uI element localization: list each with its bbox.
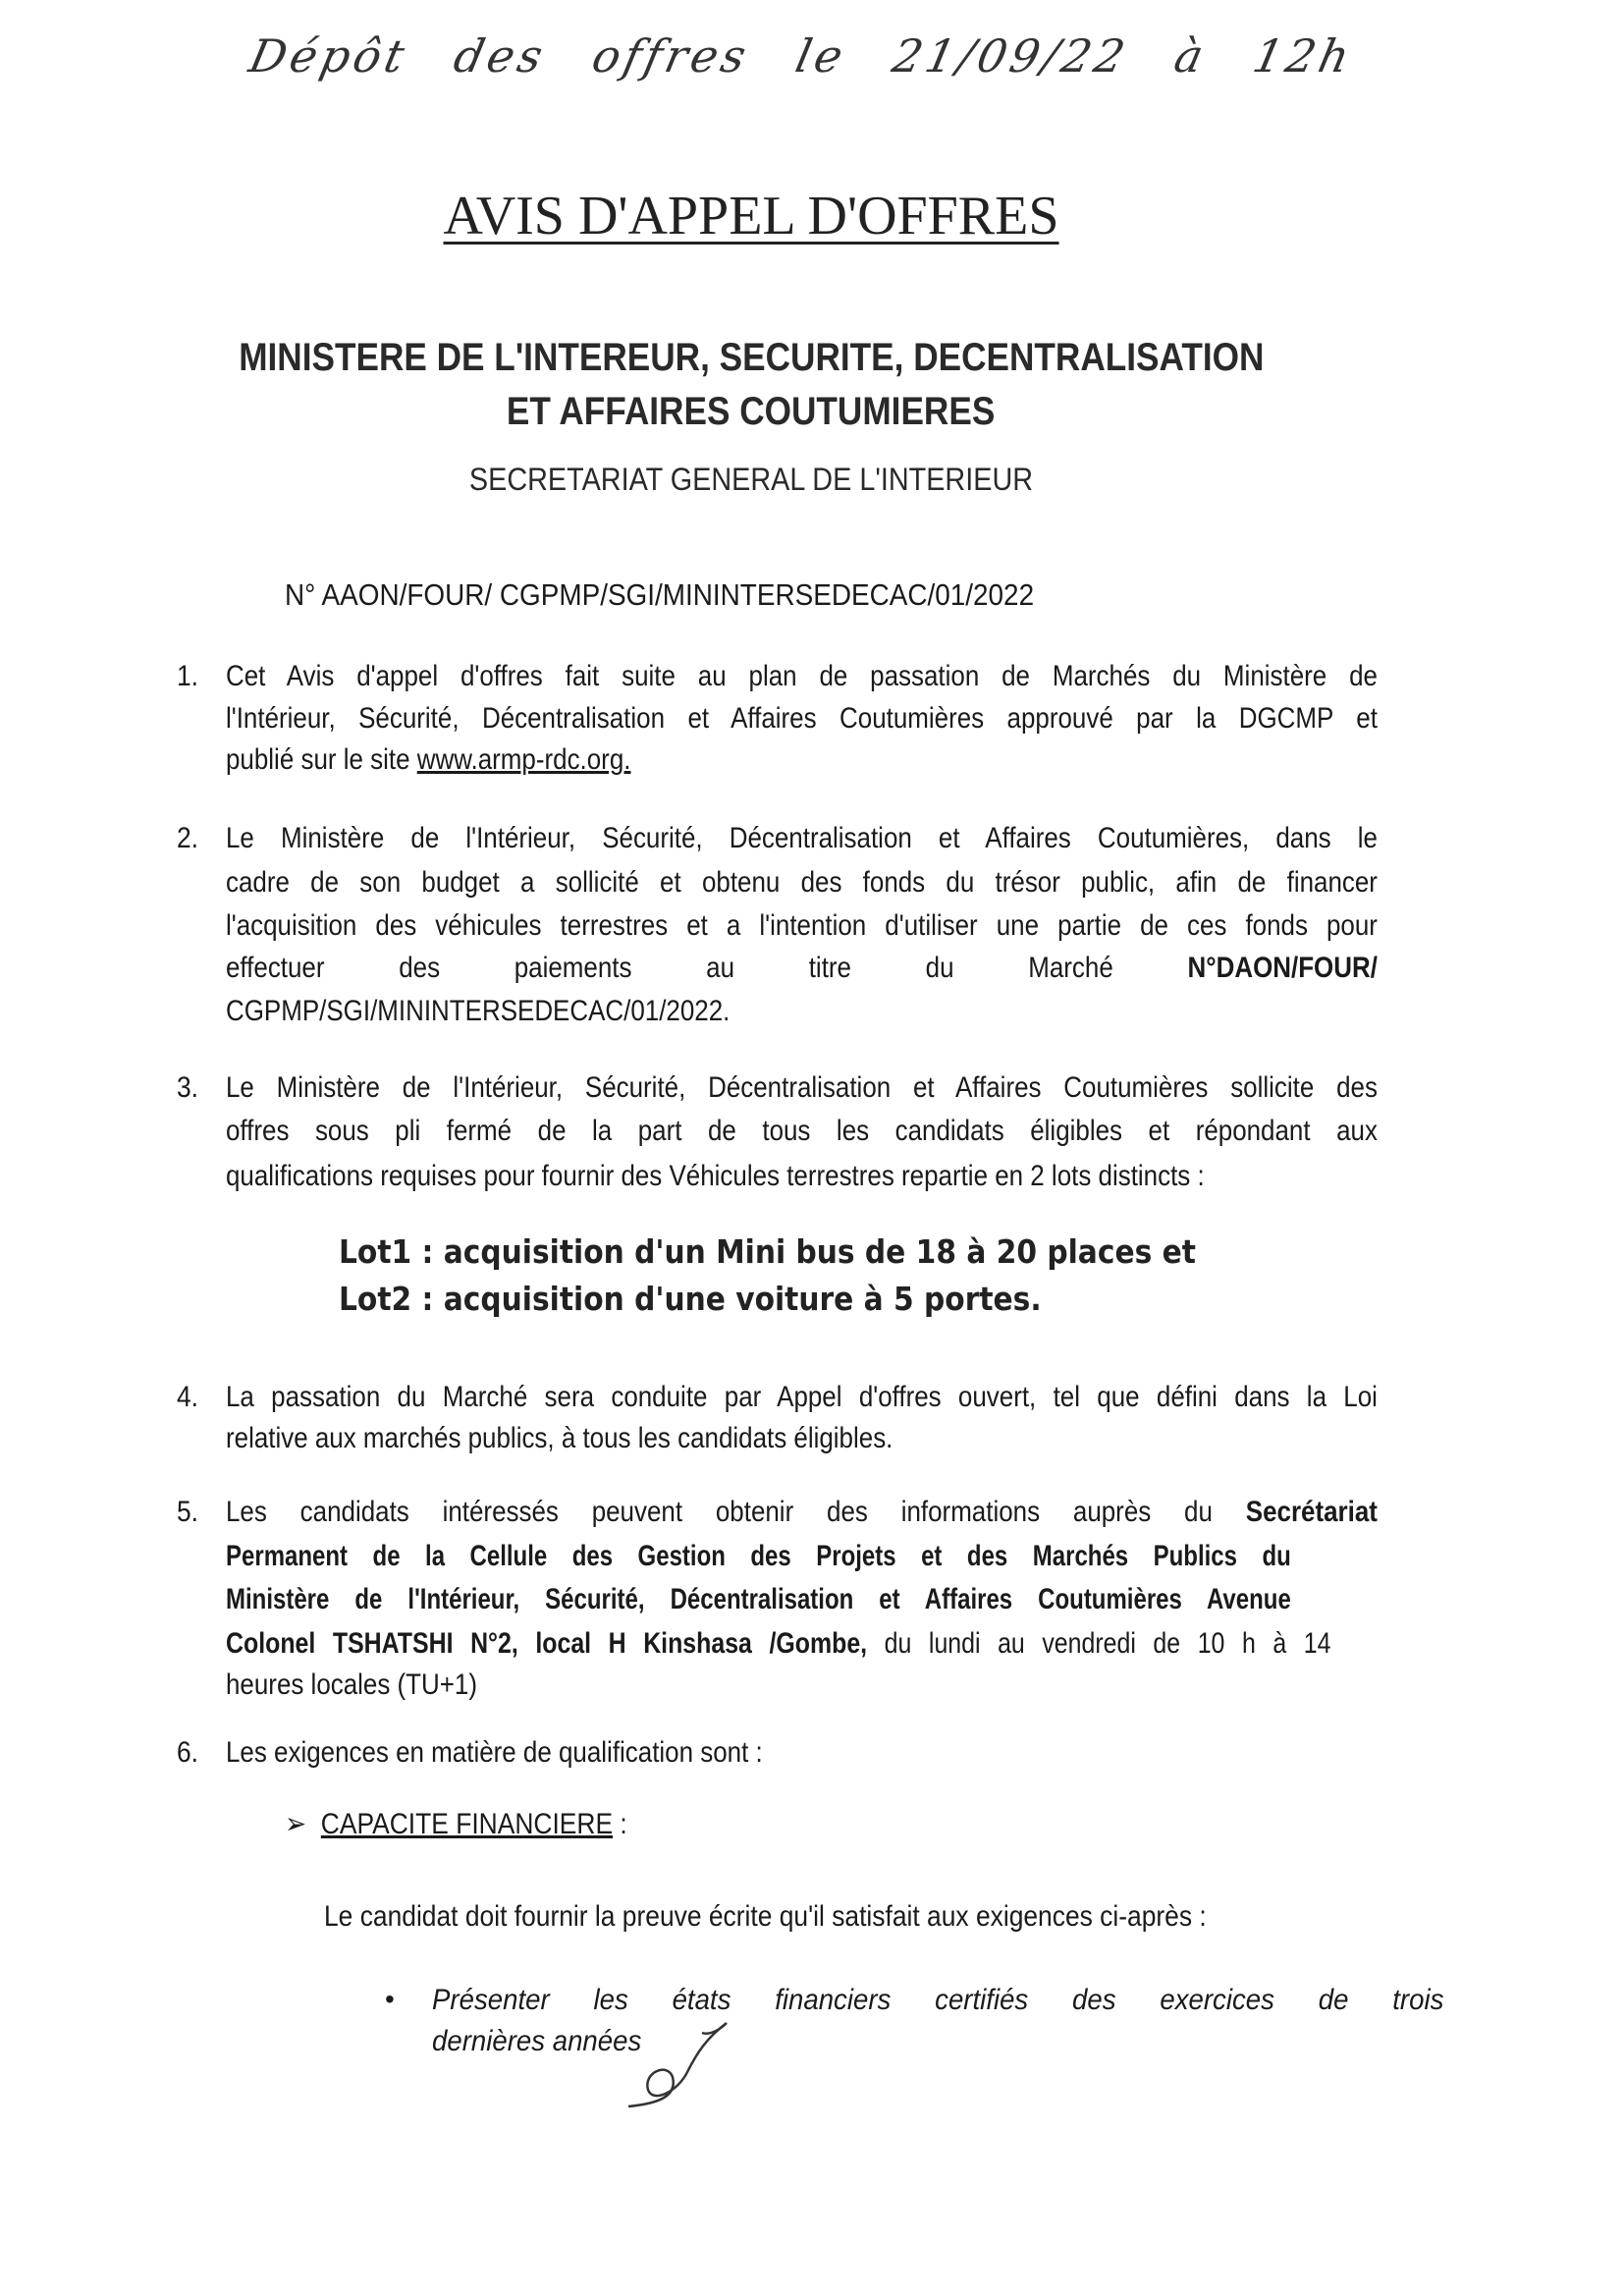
- bullet-line: dernières années: [432, 2025, 642, 2057]
- paragraph-line: l'acquisition des véhicules terrestres et a l'intention d'utiliser une partie de ces fonds pour: [226, 909, 1378, 942]
- paragraph-line: qualifications requises pour fournir des Véhicules terrestres repartie en 2 lots distincts :: [226, 1160, 1205, 1192]
- paragraph-line: offres sous pli fermé de la part de tous les candidats éligibles et répondant aux: [226, 1115, 1378, 1147]
- item-number: 4.: [177, 1381, 199, 1413]
- paragraph-line: Les candidats intéressés peuvent obtenir des informations auprès du Secrétariat: [226, 1496, 1378, 1528]
- paragraph-line: Le Ministère de l'Intérieur, Sécurité, Décentralisation et Affaires Coutumières, dans le: [226, 822, 1378, 854]
- paragraph-line: l'Intérieur, Sécurité, Décentralisation et Affaires Coutumières approuvé par la DGCMP et: [226, 702, 1378, 735]
- ministry-line-1: MINISTERE DE L'INTEREUR, SECURITE, DECENTRALISATION: [238, 336, 1265, 379]
- paragraph-line: CGPMP/SGI/MININTERSEDECAC/01/2022.: [226, 995, 731, 1027]
- paragraph-line: Permanent de la Cellule des Gestion des Projets et des Marchés Publics du: [226, 1540, 1291, 1572]
- signature-initials: [599, 1994, 736, 2131]
- reference-number: N° AAON/FOUR/ CGPMP/SGI/MININTERSEDECAC/01/2022: [285, 577, 1035, 612]
- candidate-requirement-text: Le candidat doit fournir la preuve écrite qu'il satisfait aux exigences ci-après :: [324, 1900, 1207, 1933]
- paragraph-line: effectuer des paiements au titre du Marché N°DAON/FOUR/: [226, 952, 1378, 984]
- item-number: 6.: [177, 1736, 199, 1769]
- document-title: AVIS D'APPEL D'OFFRES: [443, 186, 1059, 246]
- capacity-heading: ➢ CAPACITE FINANCIERE :: [285, 1808, 627, 1840]
- paragraph-line: Le Ministère de l'Intérieur, Sécurité, Décentralisation et Affaires Coutumières sollicite des: [226, 1071, 1378, 1104]
- paragraph-line: heures locales (TU+1): [226, 1668, 478, 1701]
- lot-1: Lot1 : acquisition d'un Mini bus de 18 à 20 places et: [339, 1232, 1196, 1271]
- paragraph-line: Ministère de l'Intérieur, Sécurité, Décentralisation et Affaires Coutumières Avenue: [226, 1583, 1291, 1615]
- paragraph-line: publié sur le site www.armp-rdc.org.: [226, 743, 631, 776]
- item-number: 3.: [177, 1071, 199, 1104]
- paragraph-line: cadre de son budget a sollicité et obtenu des fonds du trésor public, afin de financer: [226, 866, 1378, 899]
- handwritten-deposit-note: Dépôt des offres le 21/09/22 à 12h: [244, 29, 1359, 82]
- paragraph-line: Les exigences en matière de qualification sont :: [226, 1736, 763, 1769]
- ministry-line-2: ET AFFAIRES COUTUMIERES: [507, 390, 996, 433]
- paragraph-line: Cet Avis d'appel d'offres fait suite au plan de passation de Marchés du Ministère de: [226, 660, 1378, 692]
- paragraph-line: La passation du Marché sera conduite par Appel d'offres ouvert, tel que défini dans la Loi: [226, 1381, 1378, 1413]
- item-number: 1.: [177, 660, 199, 692]
- arrow-bullet-icon: ➢: [285, 1808, 307, 1840]
- paragraph-line: relative aux marchés publics, à tous les candidats éligibles.: [226, 1422, 893, 1454]
- item-number: 2.: [177, 822, 199, 854]
- lot-2: Lot2 : acquisition d'une voiture à 5 portes.: [339, 1280, 1042, 1318]
- bullet-line: Présenter les états financiers certifiés des exercices de trois: [432, 1984, 1444, 2016]
- paragraph-line: Colonel TSHATSHI N°2, local H Kinshasa /Gombe, du lundi au vendredi de 10 h à 14: [226, 1627, 1331, 1660]
- secretariat-heading: SECRETARIAT GENERAL DE L'INTERIEUR: [468, 462, 1034, 497]
- armp-website-link[interactable]: www.armp-rdc.org.: [416, 743, 631, 776]
- bullet-icon: •: [385, 1984, 395, 2014]
- item-number: 5.: [177, 1496, 199, 1528]
